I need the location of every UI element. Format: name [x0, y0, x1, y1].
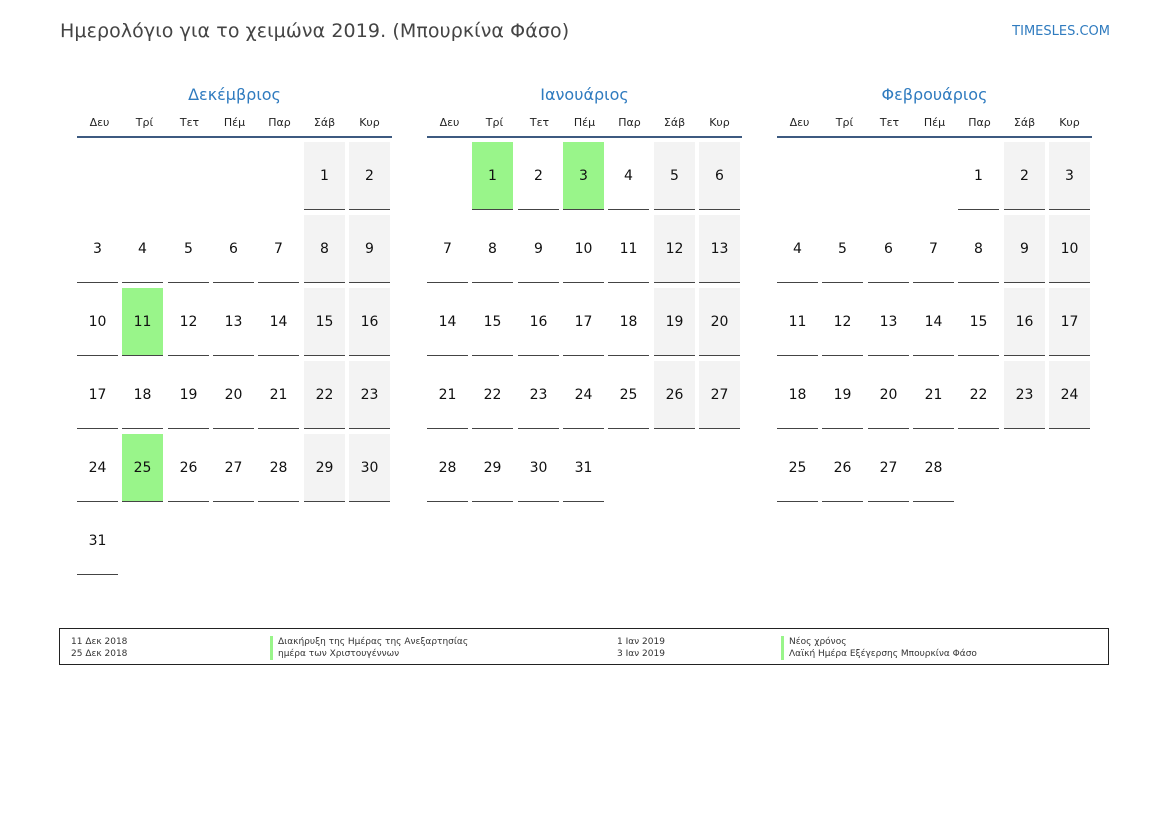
weekday-label: Τρί	[835, 116, 854, 129]
day-cell: 20	[868, 361, 909, 429]
day-cell: 11	[122, 288, 163, 356]
day-cell: 6	[868, 215, 909, 283]
weekday-label: Σάβ	[313, 116, 336, 129]
weekday-label: Πέμ	[923, 116, 946, 129]
weekday-label: Σάβ	[1013, 116, 1036, 129]
month-february	[777, 84, 1092, 507]
day-cell: 15	[472, 288, 513, 356]
day-cell: 2	[1004, 142, 1045, 210]
day-cell: 24	[1049, 361, 1090, 429]
legend-dates-left	[71, 636, 127, 660]
day-grid	[777, 142, 1092, 507]
weekday-label: Τρί	[135, 116, 154, 129]
legend-names-left	[270, 636, 468, 660]
day-cell: 8	[472, 215, 513, 283]
day-cell: 15	[958, 288, 999, 356]
weekday-label: Παρ	[618, 116, 641, 129]
day-cell: 22	[958, 361, 999, 429]
day-cell: 26	[168, 434, 209, 502]
day-cell: 4	[608, 142, 649, 210]
day-cell: 25	[608, 361, 649, 429]
weekday-header	[777, 114, 1092, 138]
legend-holiday-name: ημέρα των Χριστουγέννων	[270, 648, 468, 660]
day-cell: 19	[168, 361, 209, 429]
day-cell: 2	[518, 142, 559, 210]
day-cell: 14	[258, 288, 299, 356]
day-cell: 22	[304, 361, 345, 429]
weekday-label: Τετ	[879, 116, 900, 129]
weekday-label: Κυρ	[359, 116, 380, 129]
day-cell: 7	[913, 215, 954, 283]
day-cell: 5	[654, 142, 695, 210]
day-cell: 17	[77, 361, 118, 429]
day-cell: 3	[563, 142, 604, 210]
day-cell: 8	[958, 215, 999, 283]
month-january	[427, 84, 742, 507]
day-cell: 31	[563, 434, 604, 502]
day-cell: 31	[77, 507, 118, 575]
day-cell: 19	[822, 361, 863, 429]
day-cell: 25	[122, 434, 163, 502]
day-cell: 6	[699, 142, 740, 210]
legend-holiday-name: Λαϊκή Ημέρα Εξέγερσης Μπουρκίνα Φάσο	[781, 648, 977, 660]
holiday-legend	[59, 628, 1109, 665]
day-grid	[77, 142, 392, 580]
day-cell: 29	[304, 434, 345, 502]
legend-date: 3 Ιαν 2019	[617, 649, 665, 659]
month-name: Φεβρουάριος	[881, 85, 988, 104]
month-name: Ιανουάριος	[540, 85, 629, 104]
day-cell: 13	[699, 215, 740, 283]
day-cell: 20	[213, 361, 254, 429]
day-cell: 19	[654, 288, 695, 356]
day-cell: 5	[822, 215, 863, 283]
day-cell: 3	[1049, 142, 1090, 210]
legend-date: 25 Δεκ 2018	[71, 649, 128, 659]
day-cell: 26	[822, 434, 863, 502]
day-cell: 21	[258, 361, 299, 429]
day-cell: 14	[427, 288, 468, 356]
day-cell: 9	[1004, 215, 1045, 283]
day-cell: 12	[168, 288, 209, 356]
day-cell: 11	[777, 288, 818, 356]
day-cell: 25	[777, 434, 818, 502]
day-cell: 10	[563, 215, 604, 283]
day-cell: 17	[563, 288, 604, 356]
page-title: Ημερολόγιο για το χειμώνα 2019. (Μπουρκίνα Φάσο)	[60, 20, 570, 42]
weekday-label: Κυρ	[1059, 116, 1080, 129]
day-cell: 11	[608, 215, 649, 283]
day-cell: 15	[304, 288, 345, 356]
day-cell: 9	[518, 215, 559, 283]
day-cell: 21	[913, 361, 954, 429]
day-cell: 22	[472, 361, 513, 429]
weekday-label: Σάβ	[663, 116, 686, 129]
weekday-label: Τετ	[179, 116, 200, 129]
weekday-label: Τετ	[529, 116, 550, 129]
day-cell: 10	[77, 288, 118, 356]
day-cell: 23	[518, 361, 559, 429]
day-cell: 1	[304, 142, 345, 210]
day-cell: 10	[1049, 215, 1090, 283]
weekday-label: Δευ	[89, 116, 110, 129]
day-cell: 2	[349, 142, 390, 210]
day-cell: 28	[427, 434, 468, 502]
day-cell: 29	[472, 434, 513, 502]
day-cell: 24	[563, 361, 604, 429]
day-cell: 4	[122, 215, 163, 283]
day-cell: 26	[654, 361, 695, 429]
legend-date: 11 Δεκ 2018	[71, 637, 128, 647]
weekday-label: Παρ	[968, 116, 991, 129]
day-cell: 3	[77, 215, 118, 283]
day-cell: 24	[77, 434, 118, 502]
day-cell: 12	[654, 215, 695, 283]
day-cell: 16	[1004, 288, 1045, 356]
weekday-header	[427, 114, 742, 138]
day-cell: 21	[427, 361, 468, 429]
day-cell: 9	[349, 215, 390, 283]
day-cell: 13	[213, 288, 254, 356]
day-cell: 1	[472, 142, 513, 210]
day-cell: 7	[258, 215, 299, 283]
day-cell: 28	[913, 434, 954, 502]
day-cell: 27	[213, 434, 254, 502]
day-cell: 16	[349, 288, 390, 356]
legend-date: 1 Ιαν 2019	[617, 637, 665, 647]
day-cell: 20	[699, 288, 740, 356]
day-cell: 7	[427, 215, 468, 283]
day-cell: 4	[777, 215, 818, 283]
weekday-label: Δευ	[439, 116, 460, 129]
day-cell: 30	[518, 434, 559, 502]
day-cell: 12	[822, 288, 863, 356]
day-cell: 18	[777, 361, 818, 429]
day-cell: 27	[868, 434, 909, 502]
day-cell: 14	[913, 288, 954, 356]
day-cell: 5	[168, 215, 209, 283]
weekday-header	[77, 114, 392, 138]
day-cell: 27	[699, 361, 740, 429]
day-cell: 28	[258, 434, 299, 502]
day-cell: 6	[213, 215, 254, 283]
legend-dates-right	[617, 636, 665, 660]
site-link[interactable]: TIMESLES.COM	[1012, 24, 1110, 39]
legend-names-right	[781, 636, 977, 660]
legend-holiday-name: Διακήρυξη της Ημέρας της Ανεξαρτησίας	[270, 636, 468, 648]
weekday-label: Δευ	[789, 116, 810, 129]
weekday-label: Πέμ	[573, 116, 596, 129]
day-cell: 23	[1004, 361, 1045, 429]
legend-holiday-name: Νέος χρόνος	[781, 636, 977, 648]
weekday-label: Τρί	[485, 116, 504, 129]
day-cell: 23	[349, 361, 390, 429]
weekday-label: Πέμ	[223, 116, 246, 129]
day-cell: 16	[518, 288, 559, 356]
day-cell: 30	[349, 434, 390, 502]
weekday-label: Κυρ	[709, 116, 730, 129]
day-cell: 13	[868, 288, 909, 356]
month-name: Δεκέμβριος	[188, 85, 281, 104]
day-cell: 18	[122, 361, 163, 429]
month-december	[77, 84, 392, 580]
day-cell: 17	[1049, 288, 1090, 356]
weekday-label: Παρ	[268, 116, 291, 129]
day-cell: 8	[304, 215, 345, 283]
day-cell: 1	[958, 142, 999, 210]
day-cell: 18	[608, 288, 649, 356]
day-grid	[427, 142, 742, 507]
